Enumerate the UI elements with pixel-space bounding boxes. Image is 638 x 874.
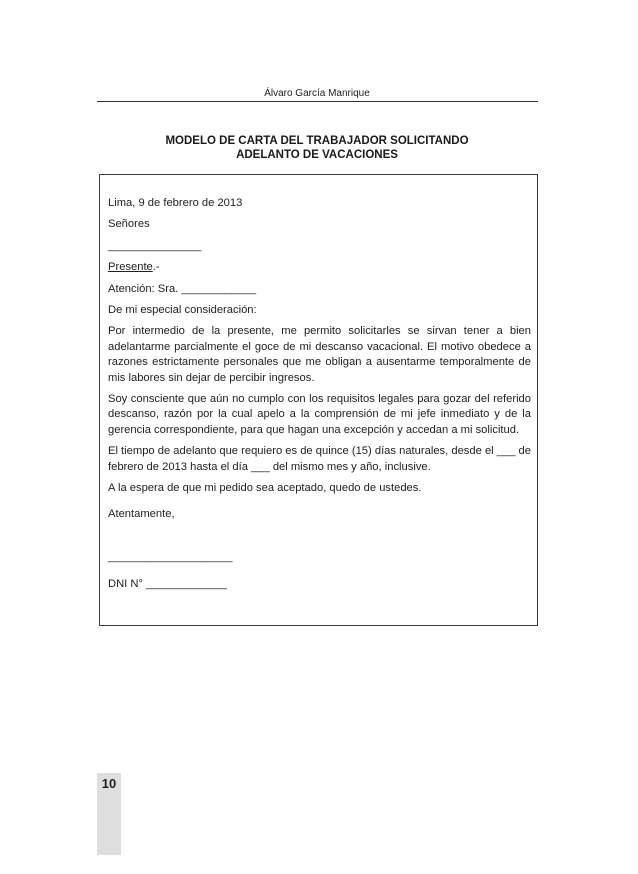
signature-line: ____________________ — [108, 550, 233, 563]
paragraph-request: Por intermedio de la presente, me permito solicitarles se sirvan tener a bien adelantarme parcialmente el goce de mi descanso vacacional. El motivo obedece a razones estrictamente personales que me obligan a ausentarme temporalmente de mis labores sin dejar de percibir ingresos. — [108, 325, 531, 384]
letter-salutation: Señores — [108, 218, 150, 231]
paragraph-period: El tiempo de adelanto que requiero es de quince (15) días naturales, desde el ___ de febrero de 2013 hasta el día ___ del mismo mes y año, inclusive. — [108, 445, 531, 473]
paragraph-justification: Soy consciente que aún no cumplo con los requisitos legales para gozar del referido descanso, razón por la cual apelo a la comprensión de mi jefe inmediato y de la gerencia correspondiente, para que hagan una excepción y accedan a mi solicitud. — [108, 393, 531, 436]
attention-line: Atención: Sra. ____________ — [108, 282, 257, 295]
recipient-blank: _______________ — [108, 239, 202, 252]
letter-date: Lima, 9 de febrero de 2013 — [108, 197, 243, 209]
running-header-author: Álvaro García Manrique — [264, 88, 370, 99]
header-divider — [97, 101, 538, 102]
presente-line — [108, 260, 531, 275]
presente-word: Presente — [108, 261, 153, 274]
title-line-1: MODELO DE CARTA DEL TRABAJADOR SOLICITANDO — [165, 135, 469, 147]
title-line-2: ADELANTO DE VACACIONES — [236, 149, 398, 161]
letter-closing: Atentamente, — [108, 507, 175, 520]
dni-line: DNI N° _____________ — [108, 578, 227, 591]
paragraph-closing: A la espera de que mi pedido sea aceptado, quedo de ustedes. — [108, 482, 422, 495]
page-number: 10 — [101, 776, 117, 791]
letter-greeting: De mi especial consideración: — [108, 304, 257, 317]
presente-suffix: .- — [152, 261, 160, 274]
letter-body — [108, 196, 531, 599]
document-title — [97, 134, 537, 162]
